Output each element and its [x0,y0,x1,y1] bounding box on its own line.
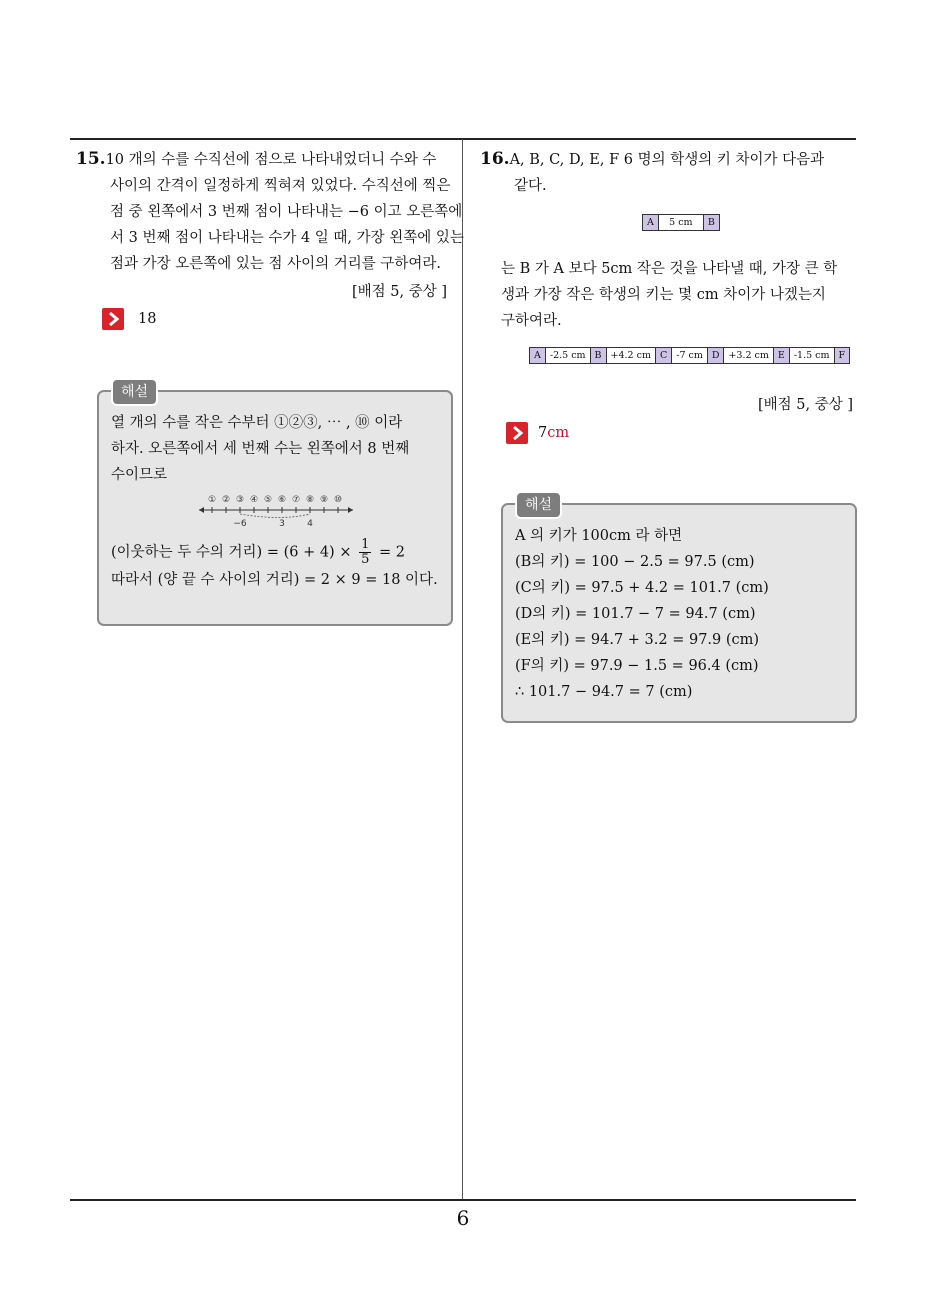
score-meta: [배점 5, 중상 ] [352,284,448,300]
answer-row [506,422,569,444]
problem-text-line: 구하여라. [501,313,562,329]
answer-value [538,425,569,441]
circled-number: ⑩ [333,495,343,505]
student-cell: B [703,215,719,231]
arrow-right [348,507,353,513]
circled-number: ⑨ [319,495,329,505]
problem-text-line: A, B, C, D, E, F 6 명의 학생의 키 차이가 다음과 [509,152,825,168]
solution-formula [111,538,439,567]
student-cell: D [707,348,724,364]
problem-16-continued [501,256,871,334]
circled-number: ⑥ [277,495,287,505]
solution-line: 열 개의 수를 작은 수부터 ①②③, ⋯ , ⑩ 이라 [111,415,403,431]
fraction-numerator: 1 [361,537,370,552]
chevron-right-icon [102,308,124,330]
tick-label: 3 [279,519,285,529]
solution-tag: 해설 [111,378,158,406]
column-divider [462,139,463,1201]
score-meta: [배점 5, 중상 ] [758,397,854,413]
solution-line: (F의 키) = 97.9 − 1.5 = 96.4 (cm) [515,658,759,674]
student-cell: C [655,348,671,364]
example-diagram [642,214,720,231]
problem-16 [480,146,860,199]
problem-text-line: 생과 가장 작은 학생의 키는 몇 cm 차이가 나겠는지 [501,287,826,303]
solution-line: (D의 키) = 101.7 − 7 = 94.7 (cm) [515,606,756,622]
formula-text: = 2 [378,544,405,561]
problem-text-line: 10 개의 수를 수직선에 점으로 나타내었더니 수와 수 [105,152,437,168]
tick-label: 4 [307,519,313,529]
solution-line: (C의 키) = 97.5 + 4.2 = 101.7 (cm) [515,580,769,596]
formula-text: (이웃하는 두 수의 거리) = (6 + 4) × [111,544,352,561]
problem-text-line: 점 중 왼쪽에서 3 번째 점이 나타내는 −6 이고 오른쪽에 [110,204,463,220]
fraction-denominator: 5 [361,552,370,567]
student-cell: A [643,215,659,231]
chevron-right-icon [506,422,528,444]
difference-cell: -1.5 cm [789,348,834,364]
solution-line: 수이므로 [111,467,168,483]
arrow-left [199,507,204,513]
bottom-rule [70,1199,856,1201]
problem-text-line: 는 B 가 A 보다 5cm 작은 것을 나타낼 때, 가장 큰 학 [501,261,838,277]
difference-cell: +3.2 cm [724,348,773,364]
circled-number: ⑤ [263,495,273,505]
problem-text-line: 사이의 간격이 일정하게 찍혀져 있었다. 수직선에 찍은 [110,178,451,194]
problem-text-line: 점과 가장 오른쪽에 있는 점 사이의 거리를 구하여라. [110,256,442,272]
fraction [359,538,371,567]
top-rule [70,138,856,140]
difference-cell: +4.2 cm [606,348,655,364]
student-cell: A [530,348,546,364]
answer-number: 7 [538,425,548,441]
student-cell: F [834,348,850,364]
student-cell: E [773,348,789,364]
problem-15 [76,146,464,277]
difference-cell: 5 cm [658,215,703,231]
problem-text-line: 같다. [514,178,547,194]
circled-number: ④ [249,495,259,505]
circled-number: ⑧ [305,495,315,505]
tick-label: −6 [233,519,247,529]
solution-tag: 해설 [515,491,562,519]
solution-line: (B의 키) = 100 − 2.5 = 97.5 (cm) [515,554,755,570]
circled-number: ② [221,495,231,505]
solution-formula: 따라서 (양 끝 수 사이의 거리) = 2 × 9 = 18 이다. [111,572,438,588]
problem-text-line: 서 3 번째 점이 나타내는 수가 4 일 때, 가장 왼쪽에 있는 [110,230,464,246]
number-line-diagram [111,490,441,532]
answer-unit: cm [547,425,570,441]
page-number: 6 [456,1206,470,1230]
problem-number: 16. [480,149,510,169]
solution-box [501,497,857,723]
difference-cell: -7 cm [672,348,708,364]
brace [240,514,310,518]
solution-line: 하자. 오른쪽에서 세 번째 수는 왼쪽에서 8 번째 [111,441,410,457]
height-chain-diagram [529,347,850,364]
answer-row [102,308,156,330]
solution-line: ∴ 101.7 − 94.7 = 7 (cm) [515,684,693,700]
problem-number: 15. [76,149,106,169]
circled-number: ① [207,495,217,505]
circled-number: ③ [235,495,245,505]
solution-line: (E의 키) = 94.7 + 3.2 = 97.9 (cm) [515,632,760,648]
difference-cell: -2.5 cm [545,348,590,364]
solution-box [97,384,453,626]
answer-value: 18 [138,311,157,327]
circled-number: ⑦ [291,495,301,505]
student-cell: B [590,348,606,364]
solution-line: A 의 키가 100cm 라 하면 [515,528,683,544]
